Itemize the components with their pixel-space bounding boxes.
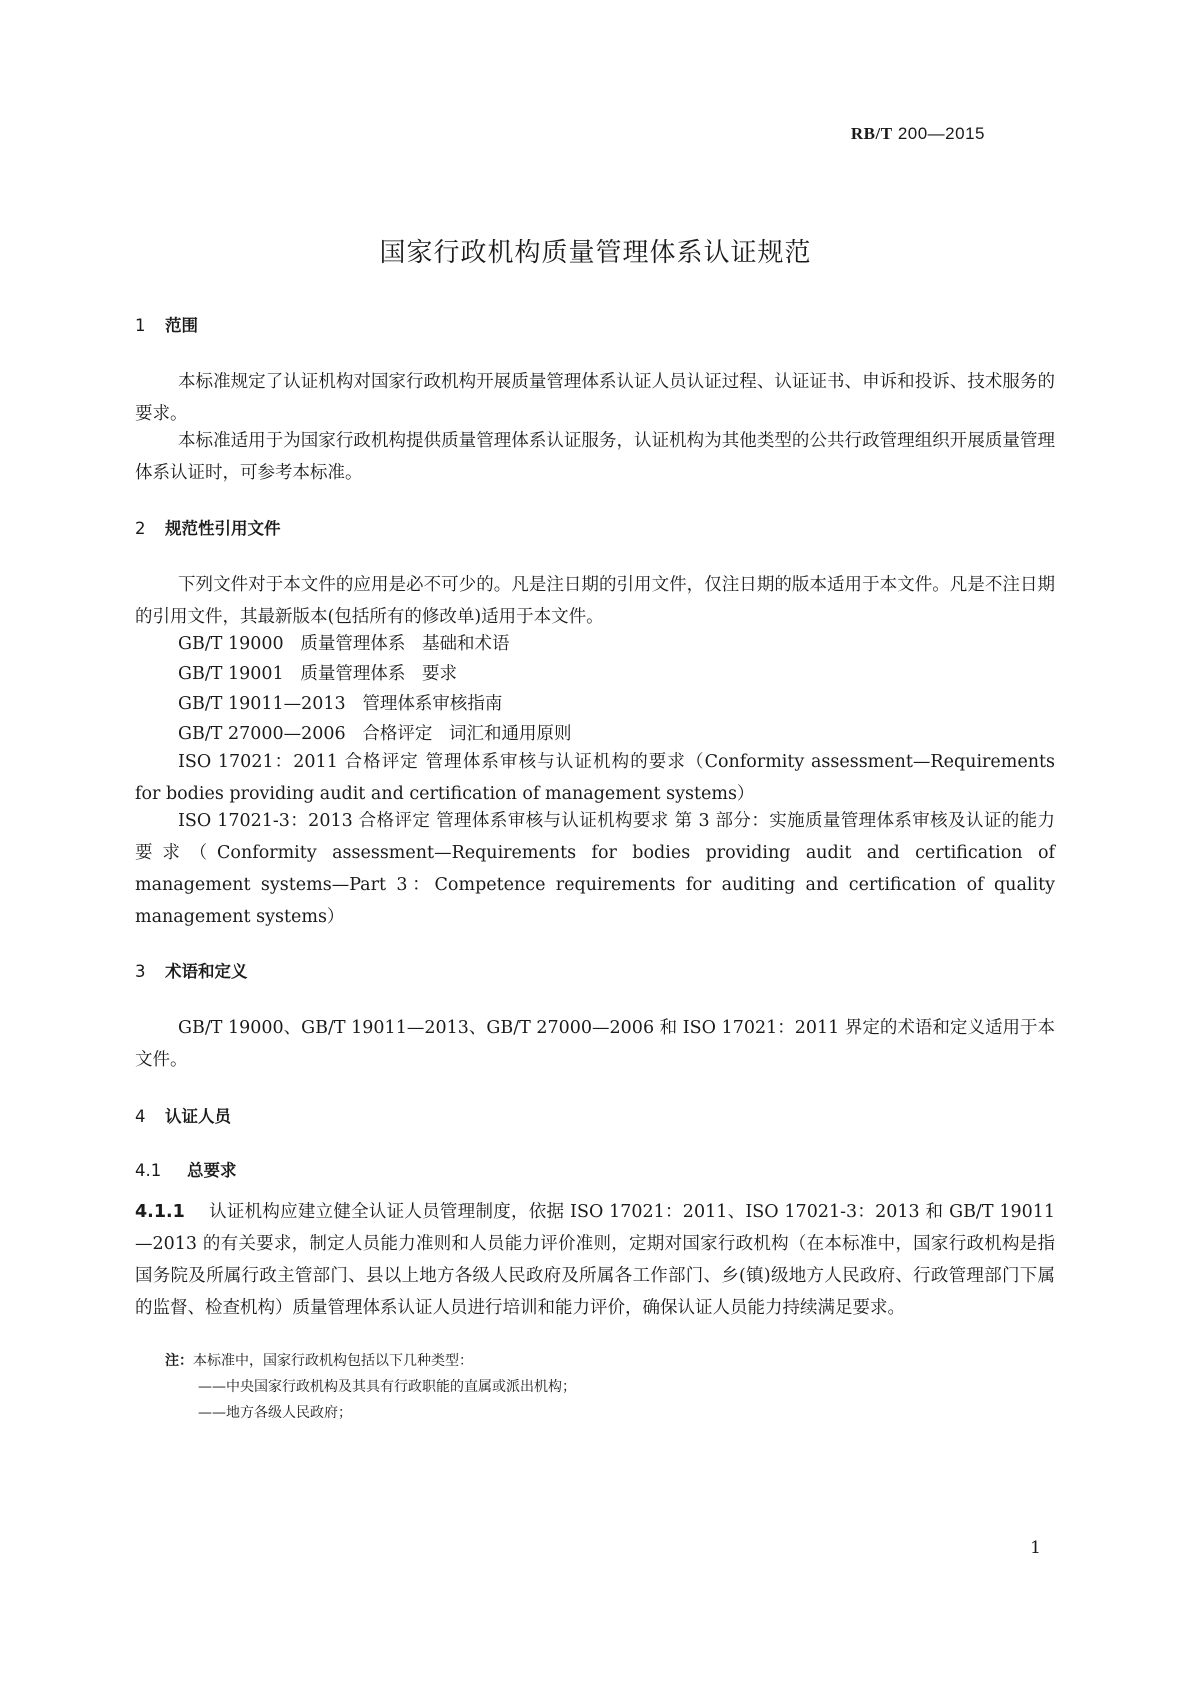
reference-2: GB/T 19001 质量管理体系 要求	[178, 664, 458, 684]
subsection-4-1-heading	[135, 1157, 237, 1181]
section-title: 术语和定义	[165, 962, 248, 981]
reference-5: ISO 17021：2011 合格评定 管理体系审核与认证机构的要求（Conformity assessment—Requirements for bodies providing audit and certification of management systems）	[135, 752, 1055, 804]
section-2-heading	[135, 515, 281, 539]
note-text: 本标准中，国家行政机构包括以下几种类型：	[193, 1353, 473, 1369]
section-2-para-1: 下列文件对于本文件的应用是必不可少的。凡是注日期的引用文件，仅注日期的版本适用于本文件。凡是不注日期的引用文件，其最新版本(包括所有的修改单)适用于本文件。	[135, 575, 1055, 627]
note	[165, 1348, 473, 1374]
clause-4-1-1	[135, 1196, 1055, 1324]
section-1-heading	[135, 312, 198, 336]
section-3-heading	[135, 958, 248, 982]
section-number: 3	[135, 962, 146, 981]
section-number: 1	[135, 316, 146, 335]
subsection-title: 总要求	[187, 1161, 237, 1180]
section-number: 2	[135, 519, 146, 538]
standard-number	[851, 124, 985, 144]
reference-4: GB/T 27000—2006 合格评定 词汇和通用原则	[178, 724, 572, 744]
section-title: 范围	[165, 316, 198, 335]
subsection-number: 4.1	[135, 1161, 162, 1180]
section-title: 规范性引用文件	[165, 519, 281, 538]
standard-code: 200—2015	[892, 124, 985, 143]
document-title: 国家行政机构质量管理体系认证规范	[379, 238, 812, 268]
note-item-1: ——中央国家行政机构及其具有行政职能的直属或派出机构；	[198, 1379, 576, 1395]
reference-1: GB/T 19000 质量管理体系 基础和术语	[178, 634, 510, 654]
section-1-para-2: 本标准适用于为国家行政机构提供质量管理体系认证服务，认证机构为其他类型的公共行政管理组织开展质量管理体系认证时，可参考本标准。	[135, 431, 1055, 483]
note-item-2: ——地方各级人民政府；	[198, 1405, 352, 1421]
page-number: 1	[1030, 1538, 1041, 1558]
section-title: 认证人员	[165, 1107, 231, 1126]
section-1-para-1: 本标准规定了认证机构对国家行政机构开展质量管理体系认证人员认证过程、认证证书、申诉和投诉、技术服务的要求。	[135, 372, 1055, 424]
section-number: 4	[135, 1107, 146, 1126]
note-label: 注：	[165, 1353, 193, 1369]
reference-3: GB/T 19011—2013 管理体系审核指南	[178, 694, 503, 714]
reference-6: ISO 17021-3：2013 合格评定 管理体系审核与认证机构要求 第 3 部分：实施质量管理体系审核及认证的能力要求（Conformity assessment—Requirements for bodies providing audit and certification of management systems—Part 3：Competence requirements for auditing and certification of quality management systems）	[135, 811, 1055, 927]
section-4-heading	[135, 1103, 231, 1127]
standard-prefix: RB/T	[850, 124, 893, 143]
clause-text: 认证机构应建立健全认证人员管理制度，依据 ISO 17021：2011、ISO 17021-3：2013 和 GB/T 19011—2013 的有关要求，制定人员能力准则和人员能力评价准则，定期对国家行政机构（在本标准中，国家行政机构是指国务院及所属行政主管部门、县以上地方各级人民政府及所属各工作部门、乡(镇)级地方人民政府、行政管理部门下属的监督、检查机构）质量管理体系认证人员进行培训和能力评价，确保认证人员能力持续满足要求。	[135, 1202, 1055, 1318]
section-3-para-1: GB/T 19000、GB/T 19011—2013、GB/T 27000—2006 和 ISO 17021：2011 界定的术语和定义适用于本文件。	[135, 1018, 1055, 1070]
clause-number: 4.1.1	[135, 1202, 185, 1222]
